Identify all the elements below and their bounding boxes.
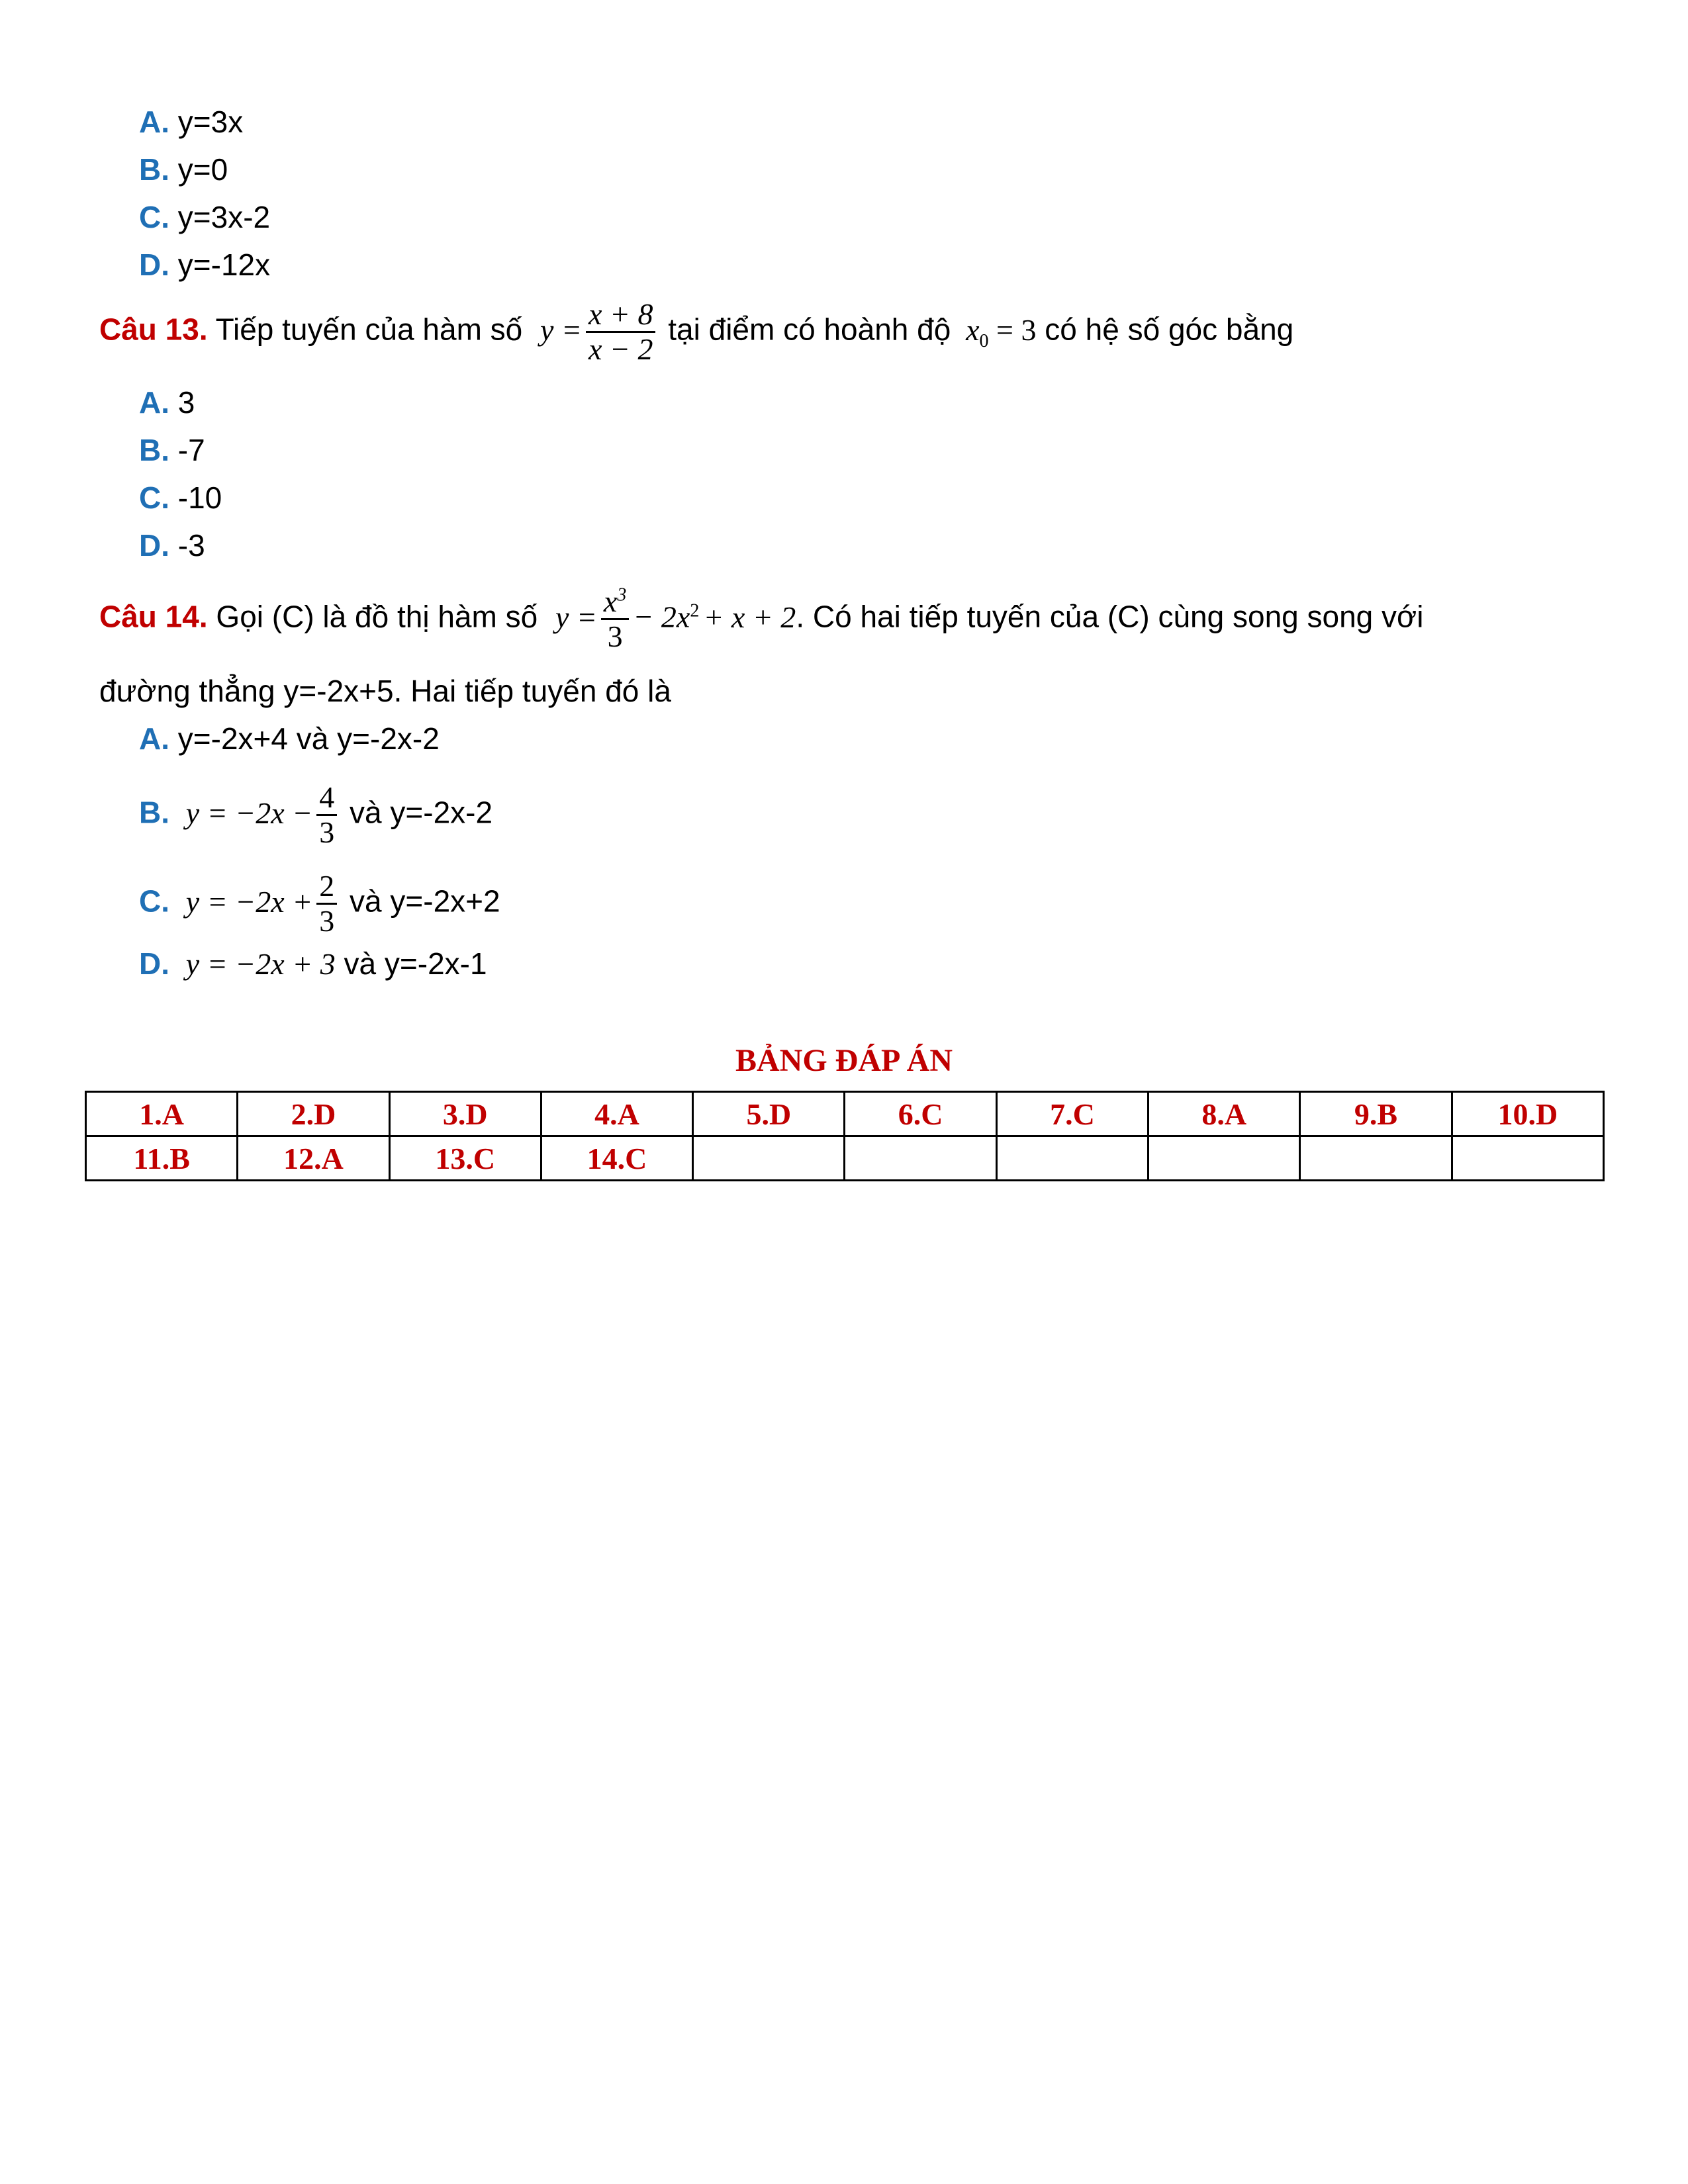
option-text: y=-12x <box>177 248 271 282</box>
option-text: y=0 <box>177 152 228 187</box>
x0-expression <box>966 312 1037 351</box>
option-letter: B. <box>139 795 169 830</box>
option-text: và y=-2x+2 <box>350 884 500 919</box>
fraction-denominator: 3 <box>607 619 623 653</box>
fraction-denominator: 3 <box>319 815 335 849</box>
option-text: y=-2x+4 và y=-2x-2 <box>177 721 440 756</box>
q12-option-b <box>139 151 228 188</box>
option-formula: y = −2x + 3 <box>185 947 336 981</box>
option-text: 3 <box>177 385 195 420</box>
q14-option-a <box>139 720 440 757</box>
question-text-middle: tại điểm có hoành độ <box>668 312 951 347</box>
option-letter: C. <box>139 200 169 234</box>
question-text-line2: đường thẳng y=-2x+5. Hai tiếp tuyến đó là <box>99 674 671 708</box>
answer-cell: 8.A <box>1149 1092 1300 1136</box>
q13-option-c <box>139 479 222 516</box>
answer-cell: 11.B <box>86 1136 238 1181</box>
option-text: y=3x <box>177 105 244 139</box>
answer-cell: 4.A <box>541 1092 692 1136</box>
answer-cell: 13.C <box>389 1136 541 1181</box>
q14-option-c <box>139 870 500 938</box>
fraction <box>601 585 629 653</box>
option-letter: D. <box>139 248 169 282</box>
option-letter: C. <box>139 884 169 919</box>
option-text: y=3x-2 <box>177 200 271 234</box>
answer-cell: 14.C <box>541 1136 692 1181</box>
q13-option-a <box>139 384 195 421</box>
q14-option-d <box>139 945 487 983</box>
answer-cell: 12.A <box>238 1136 389 1181</box>
formula-part2: + x + 2 <box>703 600 796 634</box>
x0-variable: x <box>966 312 980 347</box>
answer-table-title: BẢNG ĐÁP ÁN <box>735 1043 953 1078</box>
table-row <box>86 1136 1604 1181</box>
q13-stem <box>99 298 1293 366</box>
q14-stem <box>99 585 1589 653</box>
option-text: và y=-2x-2 <box>350 795 493 830</box>
option-letter: B. <box>139 433 169 467</box>
option-formula: y = −2x − <box>185 796 313 830</box>
x0-subscript: 0 <box>979 330 989 351</box>
fraction <box>316 870 337 938</box>
answer-cell: 9.B <box>1300 1092 1452 1136</box>
fraction-denominator: x − 2 <box>588 332 653 366</box>
q12-option-c <box>139 199 270 236</box>
fraction-numerator: 2 <box>316 870 337 905</box>
option-letter: A. <box>139 385 169 420</box>
formula-lhs: y = <box>540 312 583 347</box>
option-letter: A. <box>139 105 169 139</box>
answer-table <box>85 1091 1605 1181</box>
q14-stem-line2 <box>99 672 671 709</box>
option-letter: D. <box>139 528 169 563</box>
option-text: -3 <box>177 528 205 563</box>
answer-cell <box>1300 1136 1452 1181</box>
answer-cell <box>1452 1136 1603 1181</box>
numerator-base: x <box>603 584 618 618</box>
table-row <box>86 1092 1604 1136</box>
answer-cell: 1.A <box>86 1092 238 1136</box>
answer-cell: 6.C <box>845 1092 996 1136</box>
answer-cell <box>693 1136 845 1181</box>
fraction-denominator: 3 <box>319 904 335 938</box>
q12-option-a <box>139 103 243 140</box>
answer-cell: 7.C <box>996 1092 1148 1136</box>
fraction-numerator: x + 8 <box>586 298 655 333</box>
q14-option-b <box>139 781 492 849</box>
option-text: và y=-2x-1 <box>344 946 487 981</box>
question-label: Câu 13. <box>99 312 208 347</box>
question-text-end: có hệ số góc bằng <box>1045 312 1294 347</box>
q13-option-b <box>139 432 205 469</box>
answer-cell <box>1149 1136 1300 1181</box>
option-letter: B. <box>139 152 169 187</box>
option-text: -10 <box>177 480 222 515</box>
x0-value: = 3 <box>996 312 1037 347</box>
formula-exponent: 2 <box>690 600 700 621</box>
fraction <box>316 781 337 849</box>
option-letter: A. <box>139 721 169 756</box>
q12-option-d <box>139 246 270 283</box>
fraction-numerator: 4 <box>316 781 337 816</box>
numerator-exponent: 3 <box>617 584 627 606</box>
question-text: Tiếp tuyến của hàm số <box>215 312 523 347</box>
question-label: Câu 14. <box>99 599 208 634</box>
answer-cell: 3.D <box>389 1092 541 1136</box>
option-text: -7 <box>177 433 205 467</box>
option-letter: C. <box>139 480 169 515</box>
question-text: Gọi (C) là đồ thị hàm số <box>216 599 538 634</box>
option-formula: y = −2x + <box>185 884 313 919</box>
formula-lhs: y = <box>555 600 597 634</box>
q13-option-d <box>139 527 205 564</box>
formula-part1: − 2x <box>633 600 690 634</box>
fraction <box>586 298 655 366</box>
answer-cell: 5.D <box>693 1092 845 1136</box>
answer-cell <box>996 1136 1148 1181</box>
option-letter: D. <box>139 946 169 981</box>
question-text-end: . Có hai tiếp tuyến của (C) cùng song song với <box>796 599 1424 634</box>
answer-cell <box>845 1136 996 1181</box>
answer-cell: 10.D <box>1452 1092 1603 1136</box>
answer-cell: 2.D <box>238 1092 389 1136</box>
fraction-numerator <box>601 585 629 620</box>
